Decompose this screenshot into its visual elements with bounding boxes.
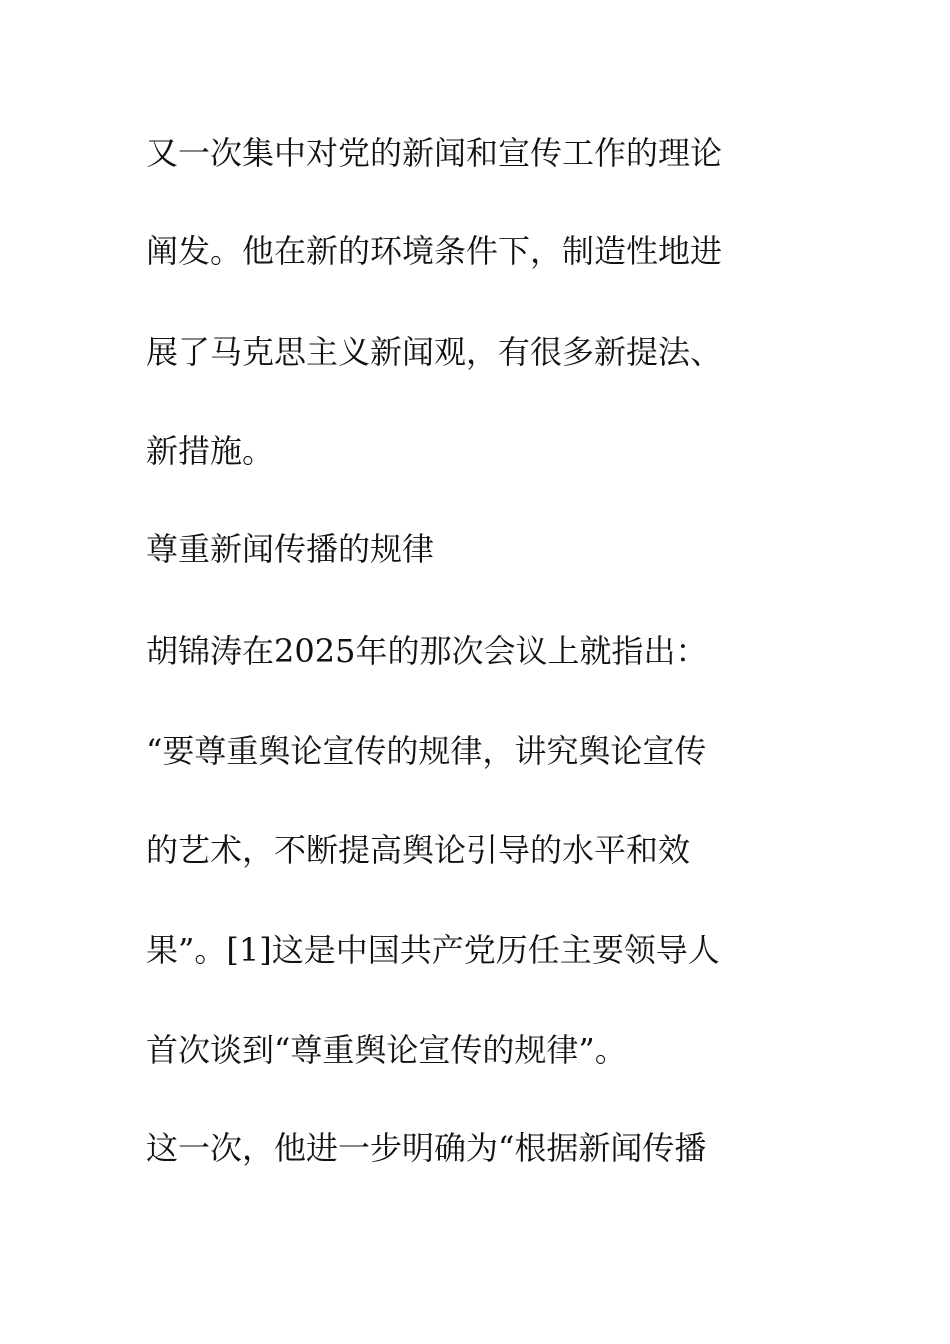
paragraph-line: 这一次，他进一步明确为“根据新闻传播 — [146, 1129, 707, 1167]
paragraph-line: 首次谈到“尊重舆论宣传的规律”。 — [146, 1031, 627, 1069]
paragraph-line: 的艺术，不断提高舆论引导的水平和效 — [146, 831, 691, 869]
paragraph-line: 展了马克思主义新闻观，有很多新提法、 — [146, 333, 723, 371]
paragraph-line: 新措施。 — [146, 432, 275, 470]
paragraph-line: 果”。[1]这是中国共产党历任主要领导人 — [146, 931, 720, 969]
paragraph-line: 阐发。他在新的环境条件下，制造性地进 — [146, 232, 723, 270]
paragraph-line: 胡锦涛在2025年的那次会议上就指出： — [146, 632, 708, 670]
paragraph-line: “要尊重舆论宣传的规律，讲究舆论宣传 — [146, 732, 707, 770]
section-heading: 尊重新闻传播的规律 — [146, 530, 435, 568]
paragraph-line: 又一次集中对党的新闻和宣传工作的理论 — [146, 134, 723, 172]
